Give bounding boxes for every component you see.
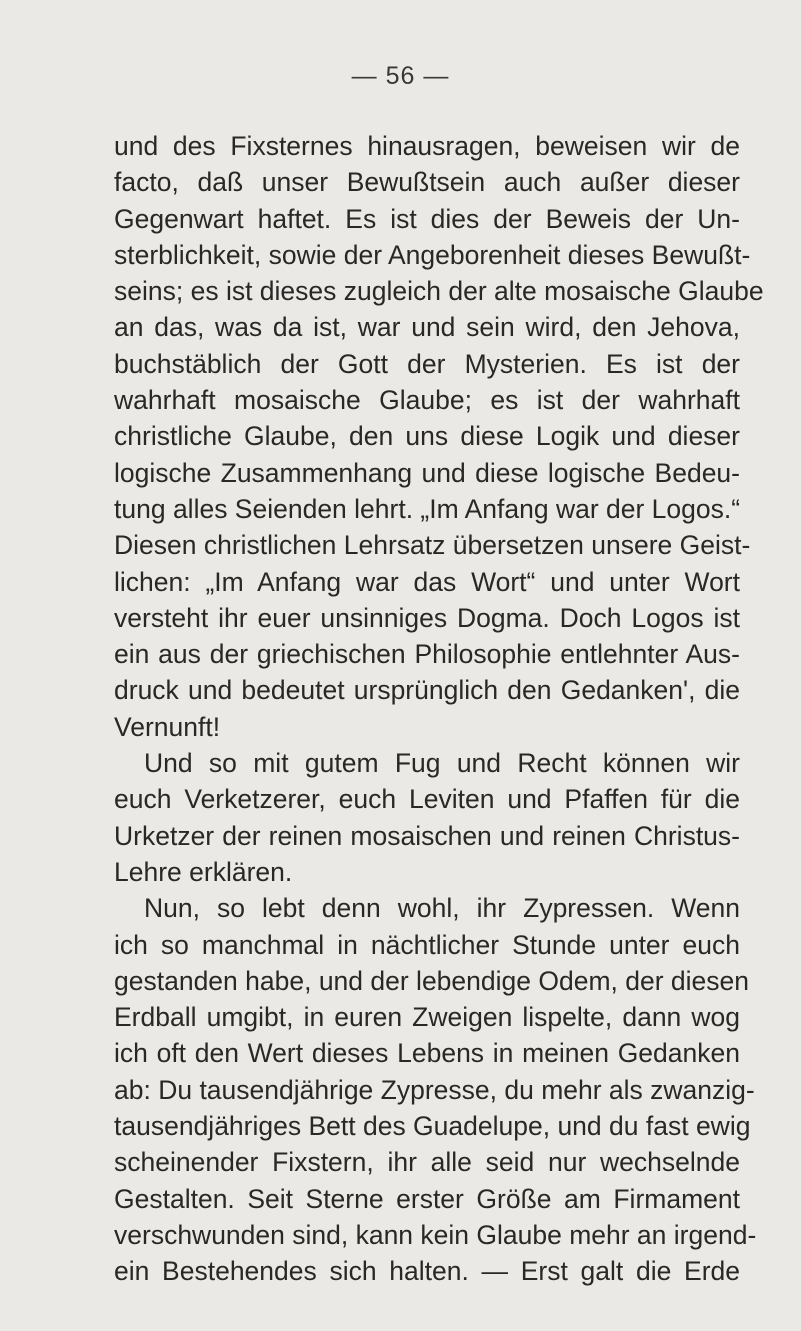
text-line: tausendjähriges Bett des Guadelupe, und du fast ewig [114,1111,751,1142]
text-line: Lehre erklären. [114,856,293,887]
text-line: lichen: „Im Anfang war das Wort“ und unter Wort [114,566,740,597]
text-line: ein Bestehendes sich halten. — Erst galt die Erde [114,1256,740,1287]
text-line: verschwunden sind, kann kein Glaube mehr an irgend- [114,1219,757,1250]
text-line: Diesen christlichen Lehrsatz übersetzen unsere Geist- [114,530,751,561]
text-line: Vernunft! [114,711,221,742]
text-line: druck und bedeutet ursprünglich den Gedanken', die [114,675,740,706]
text-line: gestanden habe, und der lebendige Odem, der diesen [114,965,750,996]
text-line: sterblichkeit, sowie der Angeborenheit dieses Bewußt- [114,239,751,270]
text-line: Und so mit gutem Fug und Recht können wir [144,748,740,779]
text-line: ich oft den Wert dieses Lebens in meinen Gedanken [114,1038,740,1069]
page-number: — 56 — [351,62,450,90]
body-text [114,128,764,1290]
text-line: ein aus der griechischen Philosophie entlehnter Aus- [114,639,740,670]
text-line: Urketzer der reinen mosaischen und reinen Christus- [114,820,740,851]
text-line: wahrhaft mosaische Glaube; es ist der wahrhaft [114,385,740,416]
text-line: facto, daß unser Bewußtsein auch außer dieser [114,167,740,198]
text-line: Gegenwart haftet. Es ist dies der Beweis der Un- [114,203,740,234]
text-line: ab: Du tausendjährige Zypresse, du mehr als zwanzig- [114,1074,755,1105]
text-line: ich so manchmal in nächtlicher Stunde unter euch [114,929,740,960]
text-line: Gestalten. Seit Sterne erster Größe am Firmament [114,1183,740,1214]
text-line: Nun, so lebt denn wohl, ihr Zypressen. Wenn [144,893,740,924]
text-line: scheinender Fixstern, ihr alle seid nur wechselnde [114,1147,740,1178]
text-line: tung alles Seienden lehrt. „Im Anfang war der Logos.“ [114,493,741,524]
text-line: christliche Glaube, den uns diese Logik und dieser [114,421,740,452]
text-line: versteht ihr euer unsinniges Dogma. Doch Logos ist [114,602,740,633]
text-line: euch Verketzerer, euch Leviten und Pfaffen für die [114,784,740,815]
text-line: seins; es ist dieses zugleich der alte mosaische Glaube [114,276,764,307]
text-line: und des Fixsternes hinausragen, beweisen wir de [114,131,740,161]
text-line: buchstäblich der Gott der Mysterien. Es ist der [114,348,740,379]
text-line: Erdball umgibt, in euren Zweigen lispelte, dann wog [114,1002,740,1033]
text-line: logische Zusammenhang und diese logische Bedeu- [114,457,740,488]
text-line: an das, was da ist, war und sein wird, den Jehova, [114,312,740,343]
